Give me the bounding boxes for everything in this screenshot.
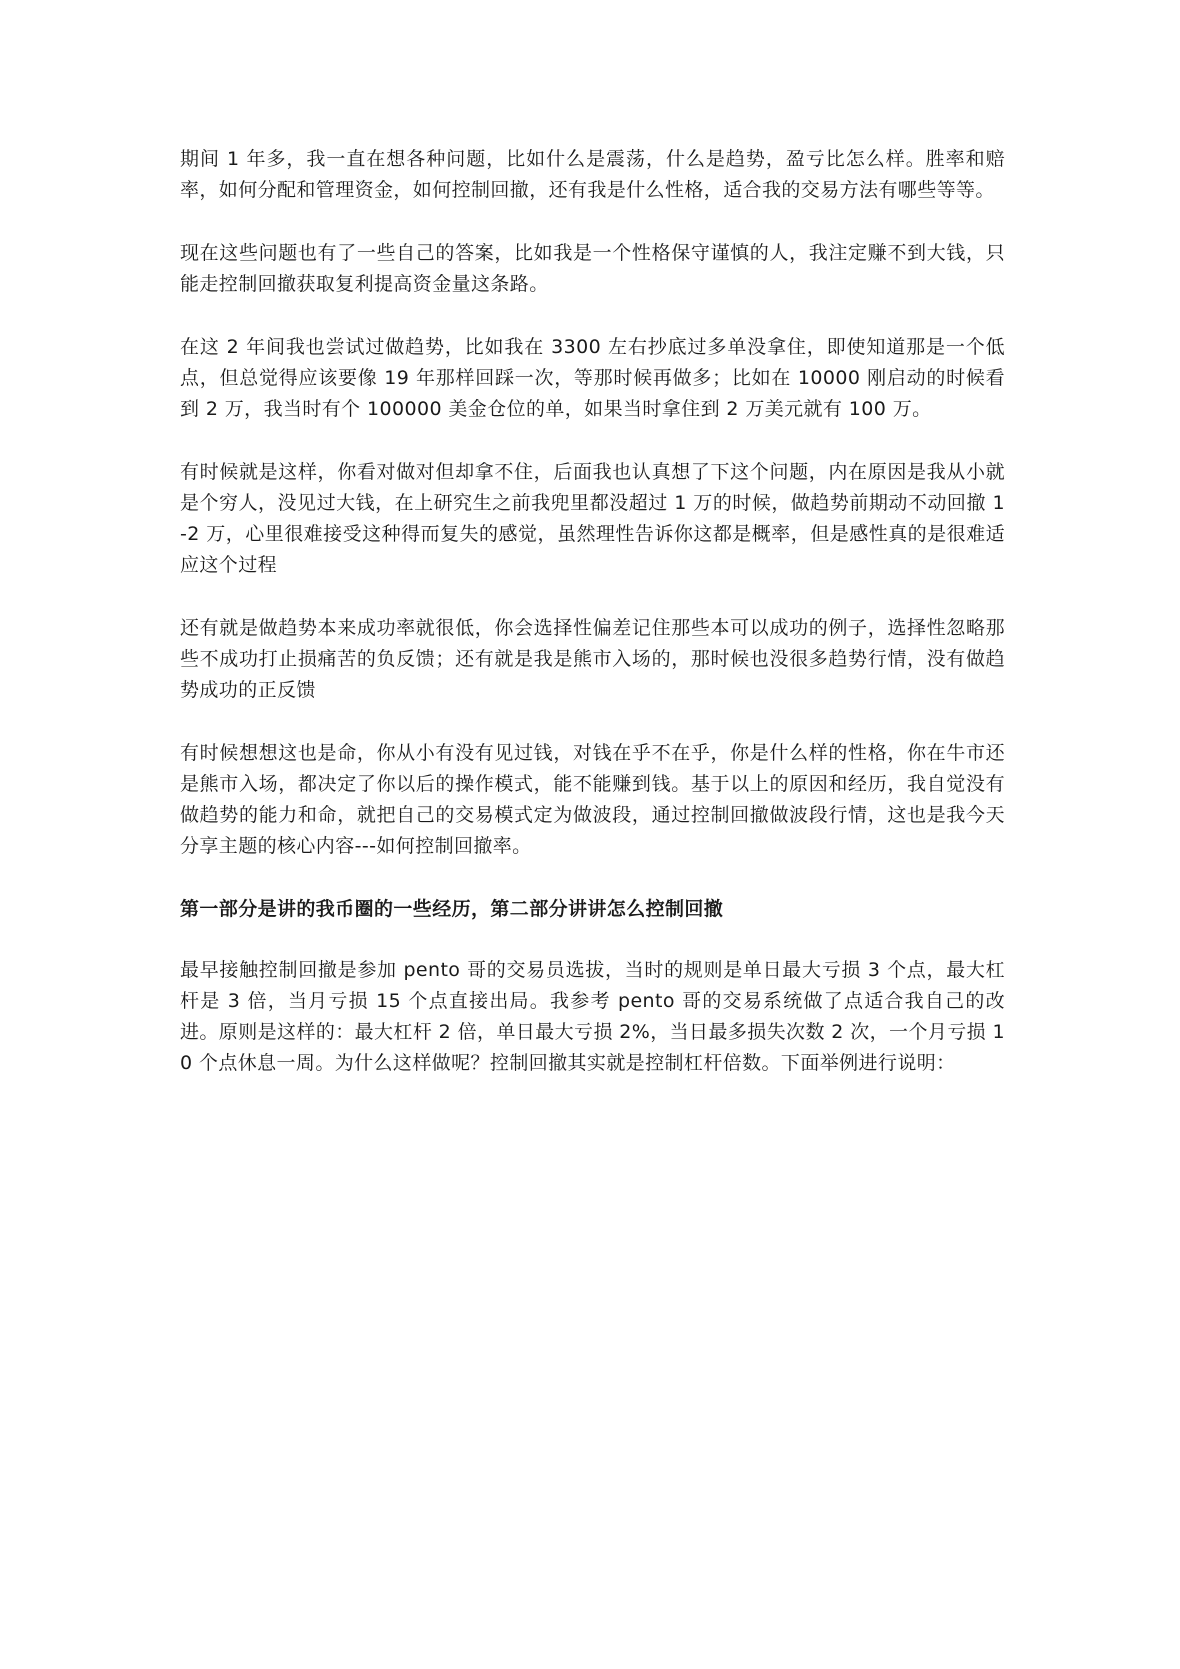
section-heading: 第一部分是讲的我币圈的一些经历，第二部分讲讲怎么控制回撤 xyxy=(180,898,724,920)
paragraph-1: 期间 1 年多，我一直在想各种问题，比如什么是震荡，什么是趋势，盈亏比怎么样。胜率和赔率，如何分配和管理资金，如何控制回撤，还有我是什么性格，适合我的交易方法有哪些等等。 xyxy=(180,148,1005,201)
paragraph-3: 在这 2 年间我也尝试过做趋势，比如我在 3300 左右抄底过多单没拿住，即使知道那是一个低点，但总觉得应该要像 19 年那样回踩一次，等那时候再做多；比如在 10000 刚启动的时候看到 2 万，我当时有个 100000 美金仓位的单，如果当时拿住到 2 万美元就有 100 万。 xyxy=(180,336,1005,420)
paragraph-2: 现在这些问题也有了一些自己的答案，比如我是一个性格保守谨慎的人，我注定赚不到大钱，只能走控制回撤获取复利提高资金量这条路。 xyxy=(180,242,1005,295)
paragraph-4: 有时候就是这样，你看对做对但却拿不住，后面我也认真想了下这个问题，内在原因是我从小就是个穷人，没见过大钱，在上研究生之前我兜里都没超过 1 万的时候，做趋势前期动不动回撤 1-2 万，心里很难接受这种得而复失的感觉，虽然理性告诉你这都是概率，但是感性真的是很难适应这个过程 xyxy=(180,461,1005,576)
paragraph-7: 最早接触控制回撤是参加 pento 哥的交易员选拔，当时的规则是单日最大亏损 3 个点，最大杠杆是 3 倍，当月亏损 15 个点直接出局。我参考 pento 哥的交易系统做了点适合我自己的改进。原则是这样的：最大杠杆 2 倍，单日最大亏损 2%，当日最多损失次数 2 次，一个月亏损 10 个点休息一周。为什么这样做呢？控制回撤其实就是控制杠杆倍数。下面举例进行说明： xyxy=(180,959,1005,1074)
paragraph-6: 有时候想想这也是命，你从小有没有见过钱，对钱在乎不在乎，你是什么样的性格，你在牛市还是熊市入场，都决定了你以后的操作模式，能不能赚到钱。基于以上的原因和经历，我自觉没有做趋势的能力和命，就把自己的交易模式定为做波段，通过控制回撤做波段行情，这也是我今天分享主题的核心内容---如何控制回撤率。 xyxy=(180,742,1005,857)
paragraph-5: 还有就是做趋势本来成功率就很低，你会选择性偏差记住那些本可以成功的例子，选择性忽略那些不成功打止损痛苦的负反馈；还有就是我是熊市入场的，那时候也没很多趋势行情，没有做趋势成功的正反馈 xyxy=(180,617,1005,701)
document-body xyxy=(180,144,1005,1111)
